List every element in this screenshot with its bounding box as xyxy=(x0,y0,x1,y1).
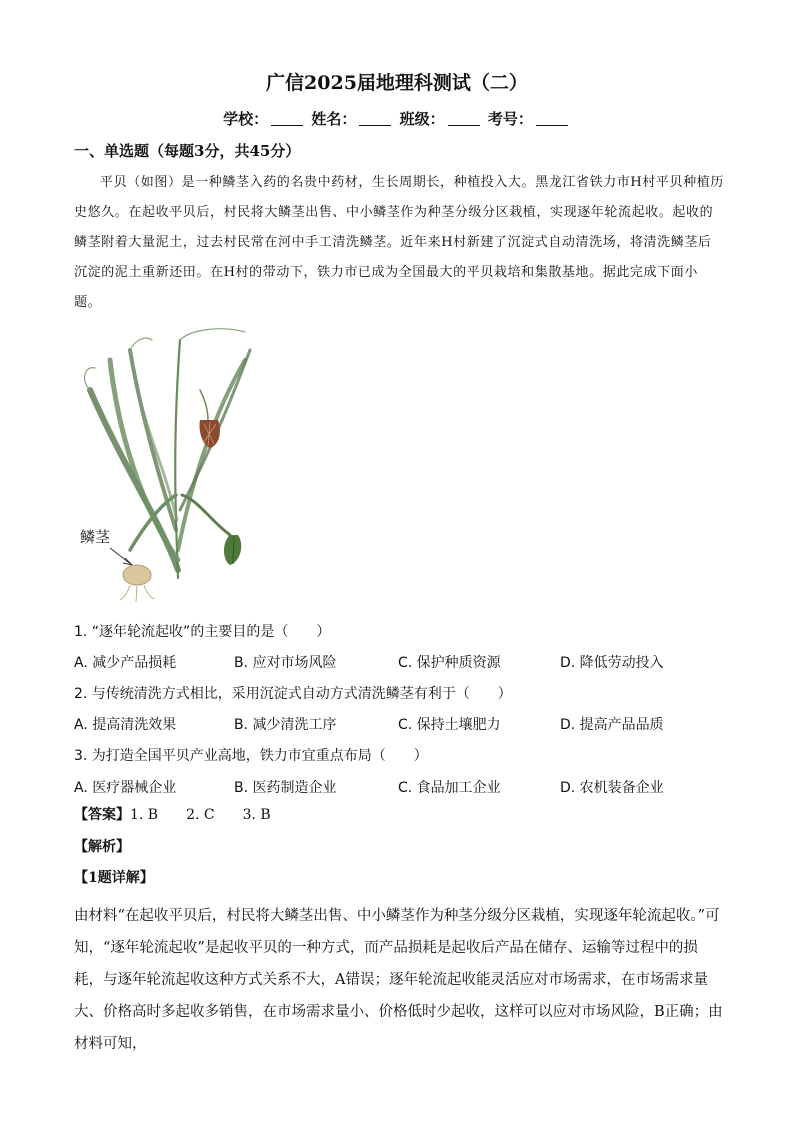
question-3-stem: 3. 为打造全国平贝产业高地，铁力市宜重点布局（ ） xyxy=(74,748,428,764)
analysis-label: 【解析】 xyxy=(74,839,130,855)
question-2-option-b[interactable]: B. 减少清洗工序 xyxy=(234,717,337,733)
question-2-option-d[interactable]: D. 提高产品品质 xyxy=(560,717,664,733)
detail-label: 【1题详解】 xyxy=(74,870,154,886)
answer-line xyxy=(74,804,271,824)
school-blank[interactable] xyxy=(271,111,303,126)
plant-illustration xyxy=(80,320,280,610)
flower xyxy=(199,420,219,448)
tendril xyxy=(85,368,95,390)
number-blank[interactable] xyxy=(536,111,568,126)
passage-text: 平贝（如图）是一种鳞茎入药的名贵中药材，生长周期长，种植投入大。黑龙江省铁力市H村平贝种植历史悠久。在起收平贝后，村民将大鳞茎出售、中小鳞茎作为种茎分级分区栽植，实现逐年轮流起收。起收的鳞茎附着大量泥土，过去村民常在河中手工清洗鳞茎。近年来H村新建了沉淀式自动清洗场，将清洗鳞茎后沉淀的泥土重新还田。在H村的带动下，铁力市已成为全国最大的平贝栽培和集散基地。据此完成下面小题。 xyxy=(74,175,724,310)
detail-text: 由材料“在起收平贝后，村民将大鳞茎出售、中小鳞茎作为种茎分级分区栽植，实现逐年轮流起收。”可知，“逐年轮流起收”是起收平贝的一种方式，而产品损耗是起收后产品在储存、运输等过程中的损耗，与逐年轮流起收这种方式关系不大，A错误；逐年轮流起收能灵活应对市场需求，在市场需求量大、价格高时多起收多销售，在市场需求量小、价格低时少起收，这样可以应对市场风险，B正确；由材料可知， xyxy=(74,908,723,1052)
question-1-stem: 1. “逐年轮流起收”的主要目的是（ ） xyxy=(74,624,331,640)
answer-values: 1. B 2. C 3. B xyxy=(130,807,271,823)
student-info-line xyxy=(0,108,794,129)
bulb xyxy=(120,565,154,602)
bulb-label: 鳞茎 xyxy=(80,528,111,546)
question-3-option-a[interactable]: A. 医疗器械企业 xyxy=(74,780,177,796)
class-label: 班级： xyxy=(399,110,445,128)
question-1-option-b[interactable]: B. 应对市场风险 xyxy=(234,655,337,671)
question-3-option-b[interactable]: B. 医药制造企业 xyxy=(234,780,337,796)
school-label: 学校： xyxy=(223,110,269,128)
name-blank[interactable] xyxy=(359,111,391,126)
number-label: 考号： xyxy=(487,110,533,128)
class-blank[interactable] xyxy=(448,111,480,126)
question-1-option-c[interactable]: C. 保护种质资源 xyxy=(398,655,501,671)
name-label: 姓名： xyxy=(311,110,357,128)
tendril xyxy=(180,329,245,340)
question-2-stem: 2. 与传统清洗方式相比，采用沉淀式自动方式清洗鳞茎有利于（ ） xyxy=(74,686,512,702)
flower-stalk xyxy=(200,390,208,420)
answer-label: 【答案】 xyxy=(74,807,130,823)
section-heading: 一、单选题（每题3分，共45分） xyxy=(74,142,301,160)
question-2-option-a[interactable]: A. 提高清洗效果 xyxy=(74,717,177,733)
tendril xyxy=(130,338,152,350)
page-title: 广信2025届地理科测试（二） xyxy=(266,72,528,94)
question-1-option-d[interactable]: D. 降低劳动投入 xyxy=(560,655,664,671)
question-3-option-c[interactable]: C. 食品加工企业 xyxy=(398,780,501,796)
question-1-option-a[interactable]: A. 减少产品损耗 xyxy=(74,655,177,671)
seed-pod xyxy=(224,535,241,565)
question-2-option-c[interactable]: C. 保持土壤肥力 xyxy=(398,717,501,733)
question-3-option-d[interactable]: D. 农机装备企业 xyxy=(560,780,664,796)
